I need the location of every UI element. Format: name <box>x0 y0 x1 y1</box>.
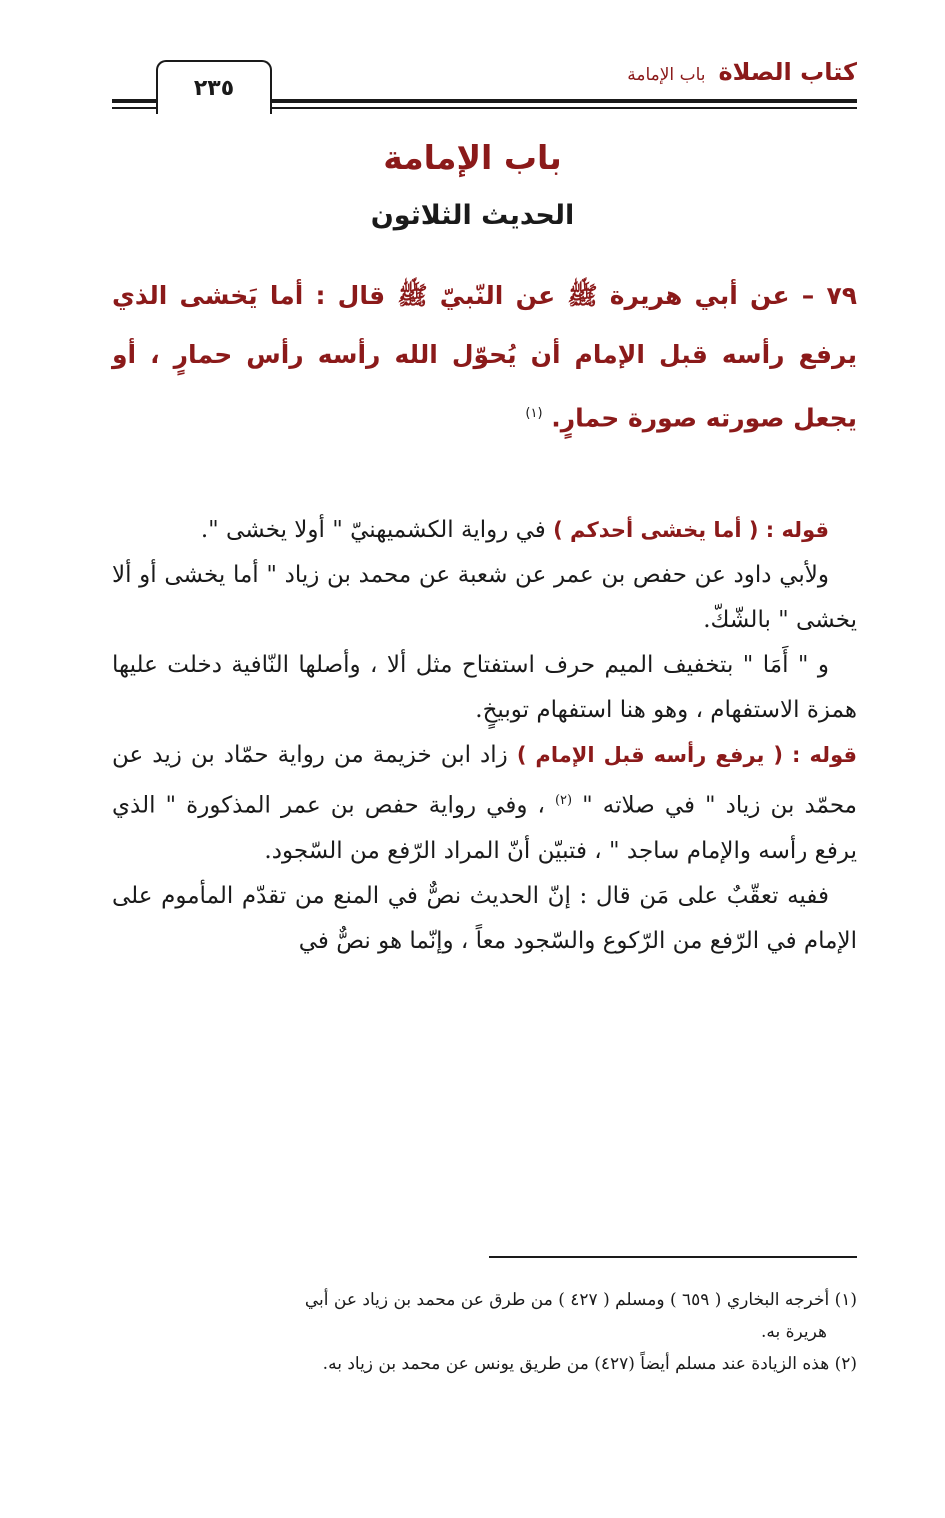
footnote-2: (٢) هذه الزيادة عند مسلم أيضاً (٤٢٧) من طريق يونس عن محمد بن زياد به. <box>322 1354 857 1374</box>
commentary-paragraph-5: ففيه تعقّبٌ على مَن قال : إنّ الحديث نصٌّ في المنع من تقدّم المأموم على الإمام في الرّفع من الرّكوع والسّجود معاً ، وإنّما هو نصٌّ في <box>112 882 857 954</box>
quote-heading-2: قوله : ( يرفع رأسه قبل الإمام ) <box>516 743 857 767</box>
page-number: ٢٣٥ <box>156 60 272 114</box>
header-book-title: كتاب الصلاة <box>718 58 857 86</box>
hadith-body: ٧٩ – عن أبي هريرة ﷺ عن النّبيّ ﷺ قال : أما يَخشى الذي يرفع رأسه قبل الإمام أن يُحوّل الله رأسه رأس حمارٍ ، أو يجعل صورته صورة حمارٍ. <box>112 281 857 433</box>
quote-heading-1: قوله : ( أما يخشى أحدكم ) <box>553 518 829 542</box>
commentary-text-4a: زاد ابن خزيمة من رواية حمّاد بن زيد عن محمّد بن زياد " في صلاته " <box>112 742 857 819</box>
footnotes <box>112 1284 857 1380</box>
commentary-text-1: في رواية الكشميهنيّ " أولا يخشى ". <box>200 517 554 543</box>
commentary-paragraph-2: ولأبي داود عن حفص بن عمر عن شعبة عن محمد بن زياد " أما يخشى أو ألا يخشى " بالشّكّ. <box>112 562 857 633</box>
commentary-text-4b: ، وفي رواية حفص بن عمر المذكورة " الذي يرفع رأسه والإمام ساجد " ، فتبيّن أنّ المراد الرّفع من السّجود. <box>112 792 857 864</box>
footnote-separator <box>489 1256 857 1258</box>
footnote-1: (١) أخرجه البخاري ( ٦٥٩ ) ومسلم ( ٤٢٧ ) من طرق عن محمد بن زياد عن أبي <box>304 1290 857 1310</box>
running-header <box>627 58 857 86</box>
header-chapter-title: باب الإمامة <box>627 65 706 85</box>
footnote-ref-1: (١) <box>525 406 543 421</box>
commentary-paragraph-1 <box>112 508 857 553</box>
commentary <box>112 508 857 964</box>
commentary-paragraph-3: و " أَمَا " بتخفيف الميم حرف استفتاح مثل ألا ، وأصلها النّافية دخلت عليها همزة الاستفهام ، وهو هنا استفهام توبيخٍ. <box>112 652 857 723</box>
commentary-paragraph-4 <box>112 733 857 874</box>
footnote-ref-2: (٢) <box>554 793 573 808</box>
footnote-1-continued: هريرة به. <box>760 1322 827 1342</box>
chapter-title: باب الإمامة <box>383 138 562 177</box>
hadith-text <box>112 266 857 447</box>
hadith-number-title: الحديث الثلاثون <box>370 200 575 231</box>
